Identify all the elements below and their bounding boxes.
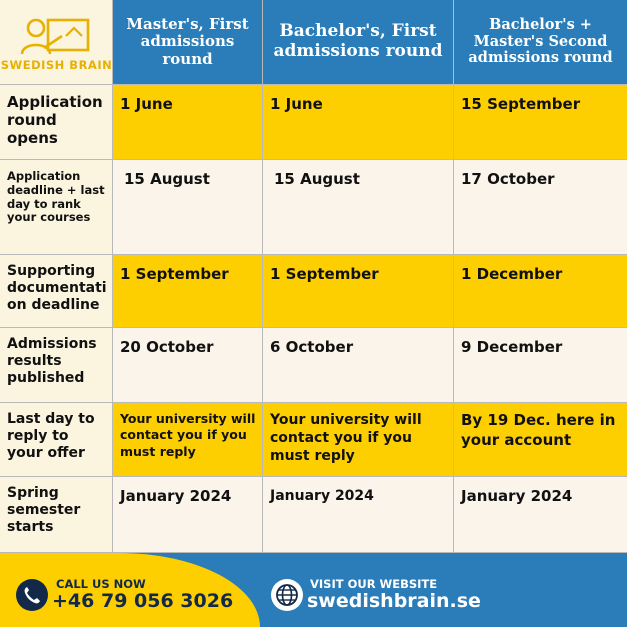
logo-cell xyxy=(0,0,113,85)
cell-docs-bachelors: 1 September xyxy=(263,255,454,328)
cell-results-second: 9 December xyxy=(454,328,627,403)
cell-deadline-bachelors: 15 August xyxy=(263,160,454,255)
row-label-supporting-docs: Supporting documentati on deadline xyxy=(0,255,113,328)
cell-docs-masters: 1 September xyxy=(113,255,263,328)
cell-deadline-masters: 15 August xyxy=(113,160,263,255)
header-second-round: Bachelor's + Master's Second admissions round xyxy=(454,0,627,85)
cell-reply-masters: Your university will contact you if you must reply xyxy=(113,403,263,477)
cell-results-bachelors: 6 October xyxy=(263,328,454,403)
row-label-reply-offer: Last day to reply to your offer xyxy=(0,403,113,477)
call-us-label: CALL US NOW xyxy=(56,577,146,591)
cell-round-opens-second: 15 September xyxy=(454,85,627,160)
visit-website-label: VISIT OUR WEBSITE xyxy=(310,577,438,591)
row-label-results-published: Admissions results published xyxy=(0,328,113,403)
header-masters-first: Master's, First admissions round xyxy=(113,0,263,85)
website-link[interactable]: swedishbrain.se xyxy=(307,590,481,612)
cell-round-opens-masters: 1 June xyxy=(113,85,263,160)
cell-deadline-second: 17 October xyxy=(454,160,627,255)
globe-icon xyxy=(271,579,303,611)
row-label-application-deadline: Application deadline + last day to rank your courses xyxy=(0,160,113,255)
phone-icon xyxy=(16,579,48,611)
cell-reply-bachelors: Your university will contact you if you must reply xyxy=(263,403,454,477)
phone-number[interactable]: +46 79 056 3026 xyxy=(52,590,234,612)
row-label-spring-semester: Spring semester starts xyxy=(0,477,113,553)
cell-round-opens-bachelors: 1 June xyxy=(263,85,454,160)
cell-spring-bachelors: January 2024 xyxy=(263,477,454,553)
row-label-round-opens: Application round opens xyxy=(0,85,113,160)
cell-results-masters: 20 October xyxy=(113,328,263,403)
cell-docs-second: 1 December xyxy=(454,255,627,328)
footer-banner xyxy=(0,553,627,627)
header-bachelors-first: Bachelor's, First admissions round xyxy=(263,0,454,85)
cell-reply-second: By 19 Dec. here in your account xyxy=(454,403,627,477)
cell-spring-second: January 2024 xyxy=(454,477,627,553)
brand-name: SWEDISH BRAIN xyxy=(0,58,113,72)
cell-spring-masters: January 2024 xyxy=(113,477,263,553)
